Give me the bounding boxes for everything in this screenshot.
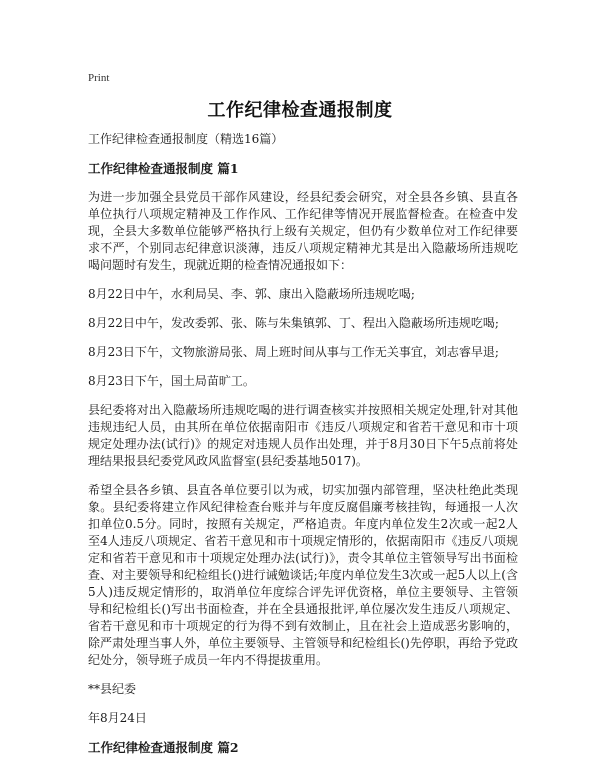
violation-item: 8月22日中午，发改委郭、张、陈与朱集镇郭、丁、程出入隐蔽场所违规吃喝;: [88, 316, 499, 330]
signature: **县纪委: [88, 682, 137, 696]
violation-item: 8月23日下午，文物旅游局张、周上班时间从事与工作无关事宜，刘志睿早退;: [88, 345, 499, 359]
document-subtitle: 工作纪律检查通报制度（精选16篇）: [88, 132, 284, 146]
document-body: [88, 131, 518, 768]
intro-paragraph: 为进一步加强全县党员干部作风建设，经县纪委会研究，对全县各乡镇、县直各单位执行八项规定精神及工作作风、工作纪律等情况开展监督检查。在检查中发现，全县大多数单位能够严格执行上级有关规定，但仍有少数单位对工作纪律要求不严，个别同志纪律意识淡薄，违反八项规定精神尤其是出入隐蔽场所违规吃喝问题时有发生，现就近期的检查情况通报如下：: [88, 190, 518, 272]
page-title: 工作纪律检查通报制度: [207, 100, 393, 121]
violation-item: 8月23日下午，国土局苗旷工。: [88, 374, 255, 388]
requirements-paragraph: 希望全县各乡镇、县直各单位要引以为戒，切实加强内部管理，坚决杜绝此类现象。县纪委将建立作风纪律检查台账并与年度反腐倡廉考核挂钩，每通报一人次扣单位0.5分。同时，按照有关规定，严格追责。年度内单位发生2次或一起2人至4人违反八项规定、省若干意见和市十项规定情形的，依据南阳市《违反八项规定和省若干意见和市十项规定处理办法(试行)》，责令其单位主管领导写出书面检查、对主要领导和纪检组长()进行诫勉谈话;年度内单位发生3次或一起5人以上(含5人)违反规定情形的，取消单位年度综合评先评优资格，单位主要领导、主管领导和纪检组长()写出书面检查，并在全县通报批评,单位屡次发生违反八项规定、省若干意见和市十项规定的行为得不到有效制止，且在社会上造成恶劣影响的，除严肃处理当事人外，单位主要领导、主管领导和纪检组长()先停职，再给予党政纪处分，领导班子成员一年内不得提拔重用。: [88, 483, 518, 667]
violation-item: 8月22日中午，水利局吴、李、郭、康出入隐蔽场所违规吃喝;: [88, 287, 415, 301]
decision-paragraph: 县纪委将对出入隐蔽场所违规吃喝的进行调查核实并按照相关规定处理,针对其他违规违纪人员，由其所在单位依据南阳市《违反八项规定和省若干意见和市十项规定处理办法(试行)》的规定对违规人员作出处理，并于8月30日下午5点前将处理结果报县纪委党风政风监督室(县纪委基地5017)。: [88, 403, 518, 468]
section-heading-1: 工作纪律检查通报制度 篇1: [88, 161, 239, 176]
print-link[interactable]: Print: [88, 72, 110, 84]
date: 年8月24日: [88, 711, 147, 725]
section-heading-2: 工作纪律检查通报制度 篇2: [88, 740, 239, 755]
